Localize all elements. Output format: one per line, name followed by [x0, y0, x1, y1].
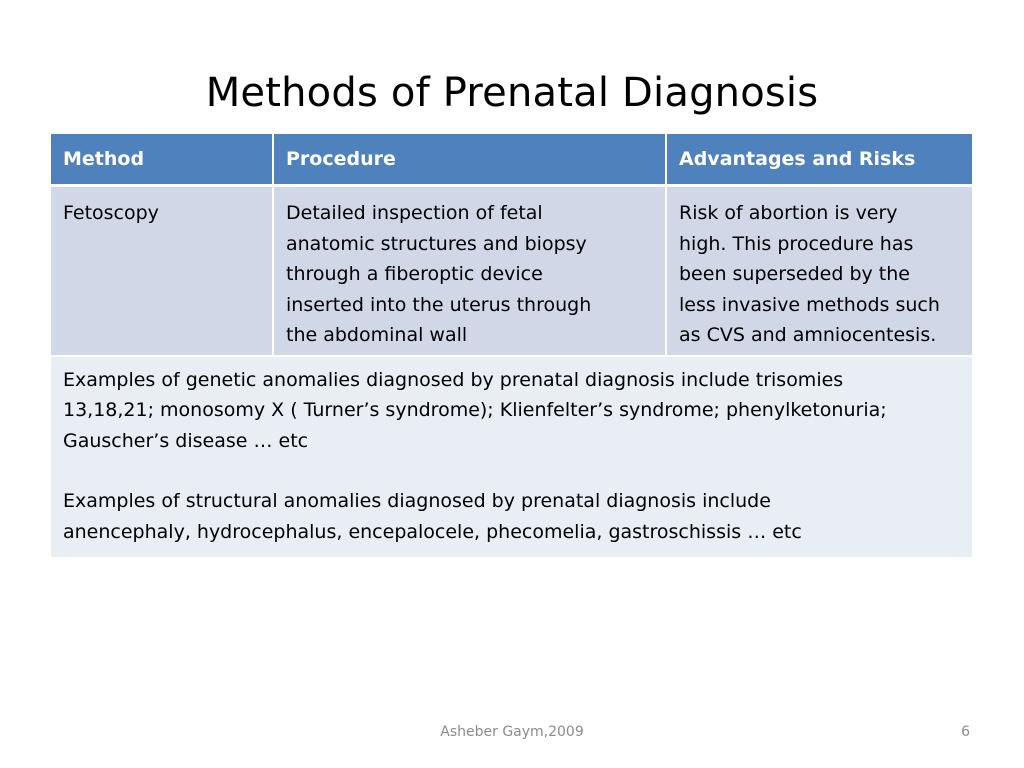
header-advantages-risks: Advantages and Risks: [666, 134, 972, 186]
cell-examples: [51, 356, 972, 558]
methods-table: [51, 134, 972, 557]
slide-page-number: 6: [961, 724, 970, 740]
procedure-line: inserted into the uterus through: [286, 293, 592, 316]
advantages-line: as CVS and amniocentesis.: [679, 324, 937, 346]
table-header-row: [51, 134, 972, 186]
genetic-examples: [63, 365, 960, 457]
advantages-line: Risk of abortion is very: [679, 202, 898, 224]
advantages-line: less invasive methods such: [679, 293, 940, 316]
genetic-line: Gauscher’s disease … etc: [63, 429, 309, 452]
structural-line: Examples of structural anomalies diagnosed by prenatal diagnosis include: [63, 490, 771, 512]
advantages-line: been superseded by the: [679, 263, 910, 285]
procedure-line: through a fiberoptic device: [286, 263, 543, 285]
cell-procedure: [273, 186, 666, 356]
table-row: [51, 186, 972, 356]
structural-examples: [63, 486, 960, 547]
cell-method: [51, 186, 273, 356]
slide-title: Methods of Prenatal Diagnosis: [205, 70, 819, 116]
examples-row: [51, 356, 972, 558]
slide-footer: Asheber Gaym,2009: [440, 724, 584, 740]
method-name: Fetoscopy: [63, 202, 159, 224]
genetic-line: Examples of genetic anomalies diagnosed by prenatal diagnosis include trisomies: [63, 368, 844, 391]
cell-advantages-risks: [666, 186, 972, 356]
advantages-line: high. This procedure has: [679, 232, 914, 255]
procedure-line: Detailed inspection of fetal: [286, 202, 543, 224]
header-procedure: Procedure: [273, 134, 666, 186]
genetic-line: 13,18,21; monosomy X ( Turner’s syndrome); Klienfelter’s syndrome; phenylketonuria;: [63, 399, 887, 421]
procedure-line: the abdominal wall: [286, 324, 468, 346]
structural-line: anencephaly, hydrocephalus, encepalocele, phecomelia, gastroschissis … etc: [63, 520, 802, 543]
procedure-line: anatomic structures and biopsy: [286, 232, 587, 255]
paragraph-gap: [63, 456, 960, 486]
header-method: Method: [51, 134, 273, 186]
